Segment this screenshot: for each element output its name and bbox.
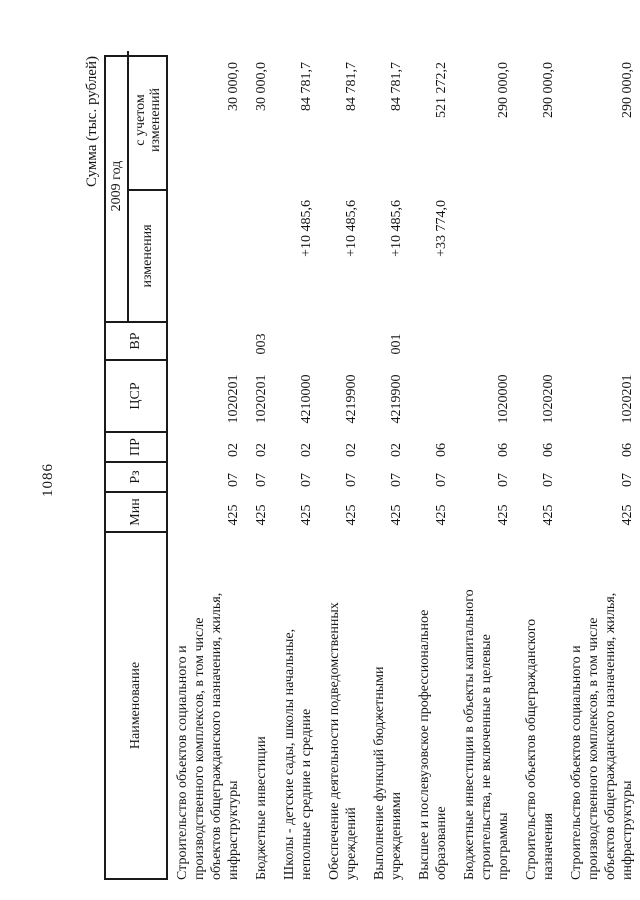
cell-name: Бюджетные инвестиции xyxy=(254,736,269,880)
cell-name: Строительство объектов социального и производственного комплексов, в том числе объектов общегражданского назначения, жилья, инфраструктуры xyxy=(175,592,241,880)
cell-csr: 1020201 xyxy=(226,374,241,424)
cell-csr: 4219900 xyxy=(389,374,404,424)
cell-csr: 1020200 xyxy=(541,374,556,424)
table-row xyxy=(174,55,242,880)
col-header-vr: ВР xyxy=(106,323,166,361)
cell-pr: 06 xyxy=(541,443,556,457)
cell-min: 425 xyxy=(254,504,269,526)
cell-name: Строительство объектов общегражданского назначения xyxy=(524,618,556,880)
cell-changes: +33 774,0 xyxy=(434,200,449,257)
cell-min: 425 xyxy=(344,504,359,526)
col-header-with-changes-label: с учетом изменений xyxy=(132,87,163,153)
col-header-csr: ЦСР xyxy=(106,361,166,433)
table-header-row xyxy=(104,55,168,880)
cell-changes: +10 485,6 xyxy=(389,200,404,257)
cell-min: 425 xyxy=(226,504,241,526)
cell-csr: 4219900 xyxy=(344,374,359,424)
cell-min: 425 xyxy=(299,504,314,526)
col-header-name: Наименование xyxy=(128,661,143,750)
sum-subcolumns xyxy=(129,51,166,321)
cell-with-changes: 84 781,7 xyxy=(344,62,359,111)
cell-vr: 001 xyxy=(389,333,404,355)
cell-name: Строительство объектов социального и производственного комплексов, в том числе объектов общегражданского назначения, жилья, инфраструктуры xyxy=(569,592,635,880)
cell-pr: 02 xyxy=(299,443,314,457)
cell-csr: 1020201 xyxy=(254,374,269,424)
cell-rz: 07 xyxy=(226,473,241,487)
units-caption: Сумма (тыс. рублей) xyxy=(84,56,100,188)
cell-pr: 02 xyxy=(254,443,269,457)
table-row xyxy=(461,55,512,880)
cell-rz: 07 xyxy=(541,473,556,487)
cell-with-changes: 290 000,0 xyxy=(541,62,556,118)
cell-min: 425 xyxy=(389,504,404,526)
cell-changes: +10 485,6 xyxy=(344,200,359,257)
cell-with-changes: 521 272,2 xyxy=(434,62,449,118)
cell-min: 425 xyxy=(434,504,449,526)
cell-with-changes: 30 000,0 xyxy=(254,62,269,111)
cell-rz: 07 xyxy=(389,473,404,487)
table-row xyxy=(523,55,557,880)
cell-rz: 07 xyxy=(496,473,511,487)
cell-name: Обеспечение деятельности подведомственных учреждений xyxy=(327,602,359,880)
table-row xyxy=(568,55,636,880)
cell-name: Высшее и послевузовское профессиональное образование xyxy=(417,609,449,880)
col-header-with-changes xyxy=(129,51,166,191)
cell-min: 425 xyxy=(541,504,556,526)
cell-csr: 1020000 xyxy=(496,374,511,424)
cell-pr: 06 xyxy=(434,443,449,457)
budget-table xyxy=(104,55,636,880)
cell-with-changes: 290 000,0 xyxy=(620,62,635,118)
col-header-rz: Рз xyxy=(106,463,166,493)
cell-with-changes: 30 000,0 xyxy=(226,62,241,111)
page-number: 1086 xyxy=(40,463,56,497)
cell-rz: 07 xyxy=(254,473,269,487)
cell-pr: 02 xyxy=(344,443,359,457)
col-header-min: Мин xyxy=(106,493,166,533)
cell-name: Школы - детские сады, школы начальные, неполные средние и средние xyxy=(282,628,314,880)
cell-name: Бюджетные инвестиции в объекты капитального строительства, не включенные в целевые программы xyxy=(462,589,511,880)
cell-with-changes: 290 000,0 xyxy=(496,62,511,118)
cell-vr: 003 xyxy=(254,333,269,355)
table-row xyxy=(326,55,360,880)
table-row xyxy=(253,55,270,880)
cell-csr: 1020201 xyxy=(620,374,635,424)
cell-with-changes: 84 781,7 xyxy=(299,62,314,111)
col-header-pr: ПР xyxy=(106,433,166,463)
table-row xyxy=(281,55,315,880)
cell-min: 425 xyxy=(496,504,511,526)
cell-csr: 4210000 xyxy=(299,374,314,424)
table-body xyxy=(174,55,636,880)
cell-pr: 06 xyxy=(496,443,511,457)
col-header-year: 2009 год xyxy=(106,51,129,321)
col-group-sum xyxy=(106,51,166,323)
cell-pr: 02 xyxy=(389,443,404,457)
cell-name: Выполнение функций бюджетными учреждениями xyxy=(372,666,404,880)
table-row xyxy=(371,55,405,880)
cell-rz: 07 xyxy=(299,473,314,487)
table-row xyxy=(416,55,450,880)
cell-changes: +10 485,6 xyxy=(299,200,314,257)
cell-rz: 07 xyxy=(344,473,359,487)
cell-with-changes: 84 781,7 xyxy=(389,62,404,111)
col-header-changes: изменения xyxy=(139,224,155,288)
cell-pr: 02 xyxy=(226,443,241,457)
cell-rz: 07 xyxy=(434,473,449,487)
cell-min: 425 xyxy=(620,504,635,526)
cell-pr: 06 xyxy=(620,443,635,457)
cell-rz: 07 xyxy=(620,473,635,487)
